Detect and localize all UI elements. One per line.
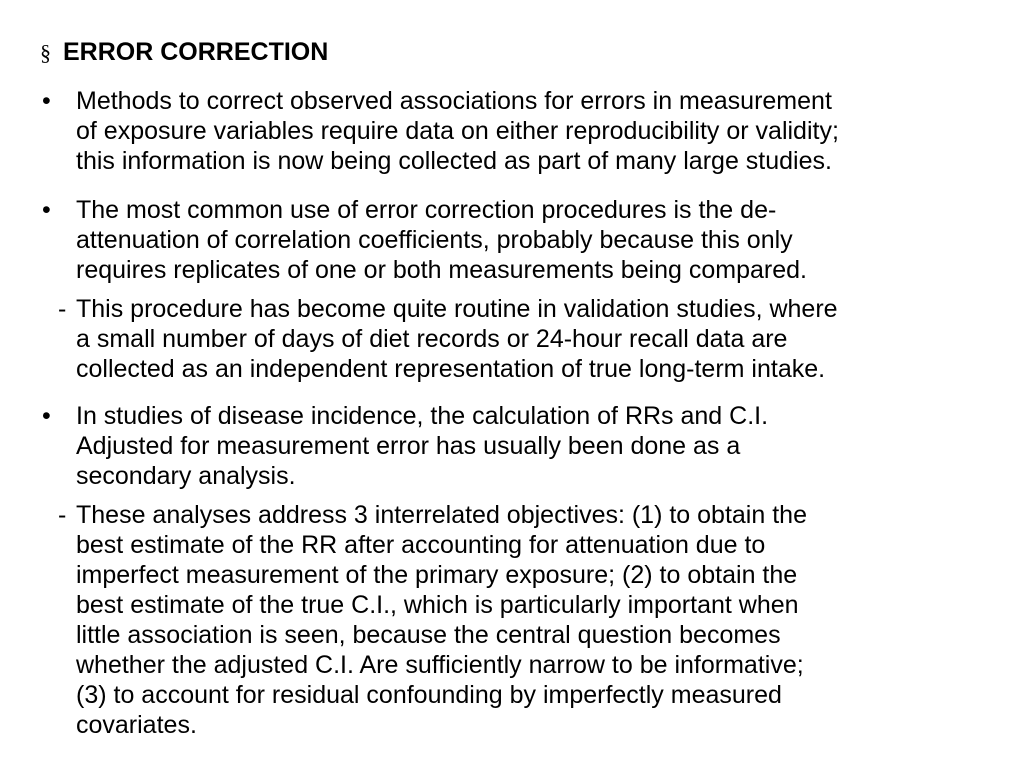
text-line: a small number of days of diet records or 24-hour recall data are: [76, 325, 788, 353]
text-line: best estimate of the true C.I., which is particularly important when: [76, 591, 799, 619]
text-line: covariates.: [76, 711, 197, 739]
text-line: this information is now being collected as part of many large studies.: [76, 147, 832, 175]
bullet-marker: •: [42, 196, 51, 224]
text-line: In studies of disease incidence, the calculation of RRs and C.I.: [76, 402, 769, 430]
sub-text: [76, 294, 838, 384]
text-line: whether the adjusted C.I. Are sufficiently narrow to be informative;: [76, 651, 804, 679]
text-line: These analyses address 3 interrelated objectives: (1) to obtain the: [76, 501, 807, 529]
text-line: imperfect measurement of the primary exposure; (2) to obtain the: [76, 561, 798, 589]
text-line: Methods to correct observed associations for errors in measurement: [76, 87, 832, 115]
heading-title: ERROR CORRECTION: [63, 38, 329, 66]
section-sign-icon: §: [40, 40, 51, 65]
bullet-marker: •: [42, 402, 51, 430]
bullet-marker: •: [42, 87, 51, 115]
dash-marker: -: [58, 501, 67, 529]
text-line: Adjusted for measurement error has usually been done as a: [76, 432, 741, 460]
text-line: of exposure variables require data on either reproducibility or validity;: [76, 117, 839, 145]
bullet-text: [76, 86, 839, 176]
text-line: collected as an independent representation of true long-term intake.: [76, 355, 826, 383]
text-line: attenuation of correlation coefficients, probably because this only: [76, 226, 793, 254]
text-line: (3) to account for residual confounding by imperfectly measured: [76, 681, 782, 709]
text-line: The most common use of error correction procedures is the de-: [76, 196, 777, 224]
bullet-text: [76, 195, 807, 285]
dash-marker: -: [58, 295, 67, 323]
sub-text: [76, 500, 807, 740]
text-line: little association is seen, because the central question becomes: [76, 621, 781, 649]
text-line: secondary analysis.: [76, 462, 296, 490]
text-line: requires replicates of one or both measurements being compared.: [76, 256, 807, 284]
slide-heading: [40, 36, 328, 69]
text-line: This procedure has become quite routine in validation studies, where: [76, 295, 838, 323]
text-line: best estimate of the RR after accounting for attenuation due to: [76, 531, 766, 559]
bullet-text: [76, 401, 768, 491]
